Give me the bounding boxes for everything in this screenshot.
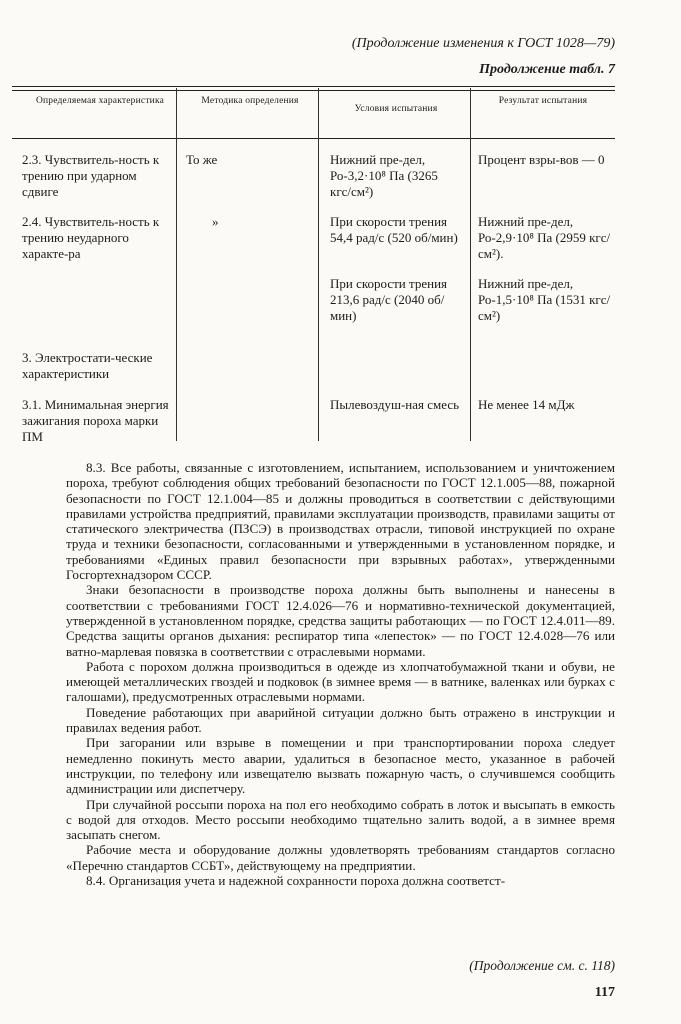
table-cell-method: То же [186, 152, 218, 167]
column-header-method: Методика определения [201, 96, 299, 106]
table-cell-method: » [212, 214, 219, 229]
paragraph: При случайной россыпи пороха на пол его необходимо собрать в лоток и высыпать в емкость с водой для отходов. Место россыпи необходимо тщательно залить водой, а в зимнее время засыпать снегом. [66, 796, 615, 843]
table-cell-conditions: При скорости трения 213,6 рад/с (2040 об/мин) [330, 276, 448, 323]
table-cell-conditions: Нижний пре-дел, Ро-3,2·10⁸ Па (3265 кгс/см²) [330, 152, 438, 199]
table-cell-result: Нижний пре-дел, Ро-2,9·10⁸ Па (2959 кгс/см²). [478, 214, 611, 261]
page-number: 117 [594, 985, 615, 1000]
body-text [66, 460, 615, 888]
paragraph: 8.4. Организация учета и надежной сохранности пороха должна соответст- [86, 873, 506, 889]
table-cell-result: Процент взры-вов — 0 [478, 152, 605, 167]
column-divider [176, 88, 177, 441]
paragraph: Поведение работающих при аварийной ситуации должно быть отражено в инструкции и правилах ведения работ. [66, 704, 615, 736]
paragraph: Работа с порохом должна производиться в одежде из хлопчатобумажной ткани и обуви, не имеющей металлических гвоздей и подковок (в зимнее время — в ватнике, валенках или бурках с галошами), предусмотренных отраслевыми нормами. [66, 658, 615, 705]
paragraph: При загорании или взрыве в помещении и при транспортировании пороха следует немедленно покинуть место аварии, удалиться в безопасное место, указанное в рабочей инструкции, по телефону или извещателю вызвать пожарную часть, о случившемся сообщить администрации или диспетчеру. [66, 735, 615, 797]
header-continuation: (Продолжение изменения к ГОСТ 1028—79) [351, 36, 615, 51]
paragraph: Рабочие места и оборудование должны удовлетворять требованиям стандартов согласно «Перечню стандартов ССБТ», действующему на предприятии. [66, 842, 615, 873]
table-cell-conditions: Пылевоздуш-ная смесь [330, 397, 460, 412]
column-divider [318, 88, 319, 441]
table-cell-characteristic: 3. Электростати-ческие характеристики [22, 350, 153, 381]
table-cell-result: Не менее 14 мДж [478, 397, 575, 412]
table-top-rule-2 [12, 90, 615, 91]
table-top-rule [12, 86, 615, 87]
table-cell-characteristic: 2.4. Чувствитель-ность к трению неударного характе-ра [22, 214, 160, 261]
paragraph: Знаки безопасности в производстве пороха должны быть выполнены и нанесены в соответствии с требованиями ГОСТ 12.4.026—76 и нормативно-технической документацией, утвержденной в установленном порядке, средства защиты работающих — по ГОСТ 12.4.011—89. Средства защиты органов дыхания: респиратор типа «лепесток» — по ГОСТ 12.4.028—76 или ватно-марлевая повязка в соответствии с отраслевыми нормами. [66, 582, 615, 659]
column-header-characteristic: Определяемая характеристика [35, 96, 165, 106]
table-header-rule [12, 138, 615, 139]
table-cell-characteristic: 2.3. Чувствитель-ность к трению при ударном сдвиге [22, 152, 160, 199]
column-header-result: Результат испытания [498, 96, 588, 106]
table-continuation: Продолжение табл. 7 [479, 62, 615, 77]
column-header-conditions: Условия испытания [354, 104, 438, 114]
column-divider [470, 88, 471, 441]
table-cell-characteristic: 3.1. Минимальная энергия зажигания пороха марки ПМ [22, 397, 169, 444]
table-cell-result: Нижний пре-дел, Ро-1,5·10⁸ Па (1531 кгс/см²) [478, 276, 611, 323]
table-cell-conditions: При скорости трения 54,4 рад/с (520 об/мин) [330, 214, 458, 245]
paragraph: 8.3. Все работы, связанные с изготовлением, испытанием, использованием и уничтожением пороха, требуют соблюдения общих требований безопасности по ГОСТ 12.1.005—88, пожарной безопасности по ГОСТ 12.1.004—85 и должны проводиться в соответствии с действующими правилами устройства предприятий, правилами эксплуатации производств, правилами защиты от статического электричества (ПЗСЭ) в производствах отрасли, типовой инструкцией по охране труда и техники безопасности, согласованными и утвержденными в установленном порядке, и требованиями «Единых правил безопасности при взрывных работах», утвержденными Госгортехнадзором СССР. [66, 460, 615, 583]
footer-continuation: (Продолжение см. с. 118) [469, 958, 615, 973]
